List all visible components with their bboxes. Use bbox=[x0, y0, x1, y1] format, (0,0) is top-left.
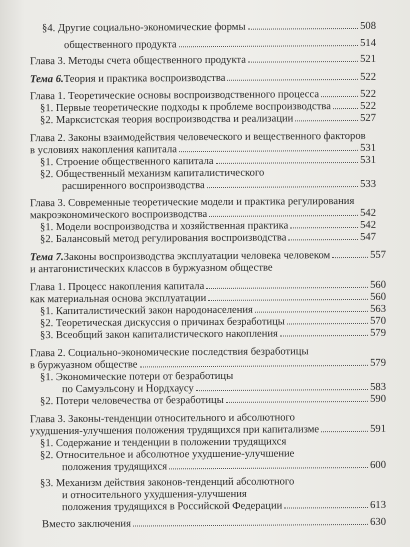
dot-leader bbox=[248, 28, 359, 30]
dot-leader bbox=[321, 431, 368, 432]
toc-page-number: 527 bbox=[360, 112, 377, 124]
toc-page-number: 514 bbox=[360, 37, 377, 50]
toc-page-number: 542 bbox=[360, 207, 377, 219]
toc-page-number: 542 bbox=[360, 219, 377, 231]
toc-page-number: 583 bbox=[370, 381, 387, 393]
toc-page-number: 522 bbox=[360, 100, 377, 112]
toc-entry bbox=[40, 394, 386, 408]
topic-number: Тема 6. bbox=[29, 73, 64, 86]
toc-page-number: 591 bbox=[370, 423, 387, 435]
toc-page-number: 508 bbox=[360, 20, 377, 32]
toc-entry bbox=[40, 113, 376, 127]
toc-entry-text: Теория и практика воспроизводства bbox=[63, 72, 226, 85]
toc-entry-text: положения трудящихся bbox=[61, 461, 168, 474]
toc-page-number: 533 bbox=[360, 178, 377, 191]
toc-entry-text: по Самуэльсону и Нордхаусу bbox=[61, 383, 194, 396]
toc-entry-text: Глава 2. Социально-экономические последствия безработицы bbox=[29, 346, 309, 360]
dot-leader bbox=[208, 299, 368, 301]
toc-page-number: 521 bbox=[360, 53, 377, 65]
dot-leader bbox=[226, 401, 368, 403]
dot-leader bbox=[216, 162, 359, 164]
dot-leader bbox=[280, 335, 368, 337]
dot-leader bbox=[255, 311, 368, 313]
toc-page-number: 579 bbox=[370, 357, 387, 369]
toc-entry-text: §3. Всеобщий закон капиталистического накопления bbox=[39, 328, 278, 342]
toc-entry-text: в буржуазном обществе bbox=[29, 359, 138, 372]
toc-entry-text: ухудшения-улучшения положения трудящихся при капитализме bbox=[29, 424, 320, 438]
toc-entry-text: §2. Потери человечества от безработицы bbox=[39, 394, 224, 408]
toc-entry-text: §1. Строение общественного капитала bbox=[39, 155, 214, 169]
toc-entry-text: и относительного ухудшения-улучшения bbox=[61, 488, 247, 502]
dot-leader bbox=[206, 287, 368, 289]
toc-entry bbox=[42, 21, 376, 35]
toc-page-number: 547 bbox=[360, 231, 377, 243]
dot-leader bbox=[179, 150, 358, 152]
toc-entry-text: §1. Экономические потери от безработицы bbox=[39, 370, 234, 384]
toc-entry-text: §1. Модели воспроизводства и хозяйственная практика bbox=[39, 220, 289, 234]
toc-entry bbox=[64, 38, 376, 52]
toc-entry-text: как материальная основа эксплуатации bbox=[29, 293, 207, 306]
toc-entry-text: §2. Общественный механизм капиталистического bbox=[39, 167, 265, 181]
toc-entry-text: §3. Механизм действия законов-тенденций абсолютного bbox=[39, 476, 295, 490]
toc-entry-text: и антагонистических классов в буржуазном обществе bbox=[29, 262, 273, 276]
dot-leader bbox=[248, 61, 358, 63]
toc-entry-text: §1. Капиталистический закон народонаселения bbox=[39, 304, 253, 318]
toc-page-number: 531 bbox=[360, 142, 377, 154]
toc-entry-text: §1. Содержание и тенденции в положении трудящихся bbox=[39, 436, 287, 450]
dot-leader bbox=[290, 227, 358, 228]
toc-entry bbox=[40, 328, 386, 342]
toc-entry-text: макроэкономического воспроизводства bbox=[29, 208, 208, 222]
topic-number: Тема 7. bbox=[29, 252, 64, 264]
toc-entry bbox=[62, 500, 386, 514]
toc-entry bbox=[40, 232, 376, 246]
dot-leader bbox=[169, 467, 368, 469]
toc-entry bbox=[30, 54, 376, 68]
toc-page-number: 600 bbox=[370, 459, 387, 471]
toc-entry-text: §1. Первые теоретические подходы к проблеме воспроизводства bbox=[39, 101, 331, 115]
dot-leader bbox=[140, 365, 369, 368]
dot-leader bbox=[209, 215, 358, 217]
toc-entry bbox=[42, 517, 386, 531]
dot-leader bbox=[287, 323, 368, 325]
toc-entry-text: §2. Марксистская теория воспроизводства и реализации bbox=[39, 113, 294, 127]
toc-entry-text: Глава 1. Теоретические основы воспроизводственного процесса bbox=[29, 89, 320, 103]
toc-entry-text: положения трудящихся в Российской Федерации bbox=[61, 500, 283, 514]
toc-entry-text: Глава 1. Процесс накопления капитала bbox=[29, 281, 205, 294]
dot-leader bbox=[333, 108, 358, 109]
toc-page-number: 560 bbox=[370, 279, 387, 291]
dot-leader bbox=[321, 96, 358, 97]
toc-topic-heading bbox=[30, 72, 376, 86]
dot-leader bbox=[196, 389, 368, 391]
dot-leader bbox=[207, 186, 358, 188]
toc-entry bbox=[30, 262, 376, 276]
toc-page-number: 590 bbox=[370, 393, 387, 405]
dot-leader bbox=[284, 507, 368, 509]
toc-entry-text: §2. Балансовый метод регулирования воспроизводства bbox=[39, 232, 287, 246]
toc-entry-text: Законы воспроизводства эксплуатации человека человеком bbox=[63, 250, 331, 264]
toc-entry-text: Глава 3. Методы счета общественного продукта bbox=[29, 54, 246, 68]
toc-page-number: 560 bbox=[370, 291, 387, 303]
toc-entry bbox=[62, 460, 386, 474]
toc-page-number: 570 bbox=[370, 315, 387, 327]
toc-entry-text: Глава 3. Современные теоретические модели и практика регулирования bbox=[29, 195, 355, 210]
toc-entry-text: Глава 2. Законы взаимодействия человеческого и вещественного факторов bbox=[29, 130, 366, 145]
toc-entry-text: §2. Относительное и абсолютное ухудшение-улучшение bbox=[39, 448, 295, 462]
toc-page-number: 630 bbox=[370, 516, 387, 528]
toc-page-number: 613 bbox=[370, 499, 387, 511]
dot-leader bbox=[179, 45, 359, 47]
toc-page-number: 531 bbox=[360, 154, 377, 166]
toc-entry-text: расширенного воспроизводства bbox=[61, 180, 205, 193]
toc-entry-text: Глава 3. Законы-тенденции относительного и абсолютного bbox=[29, 412, 295, 426]
toc-entry-text: общественного продукта bbox=[63, 39, 177, 52]
toc-entry-text: Вместо заключения bbox=[41, 518, 131, 531]
dot-leader bbox=[332, 257, 368, 258]
toc-entry-text: §2. Теоретическая дискуссия о причинах безработицы bbox=[39, 316, 285, 330]
dot-leader bbox=[288, 239, 358, 240]
toc-entry bbox=[62, 179, 376, 193]
toc-page-number: 563 bbox=[370, 303, 387, 315]
toc-page-number: 557 bbox=[370, 249, 387, 261]
toc-page-number: 579 bbox=[370, 327, 387, 339]
toc-entry-text: §4. Другие социально-экономические формы bbox=[41, 21, 246, 35]
toc-page-number: 522 bbox=[360, 88, 377, 100]
toc-entry-text: в условиях накопления капитала bbox=[29, 144, 177, 157]
toc-page-number: 522 bbox=[360, 71, 377, 83]
dot-leader bbox=[295, 120, 358, 121]
dot-leader bbox=[227, 79, 358, 81]
dot-leader bbox=[133, 524, 368, 527]
